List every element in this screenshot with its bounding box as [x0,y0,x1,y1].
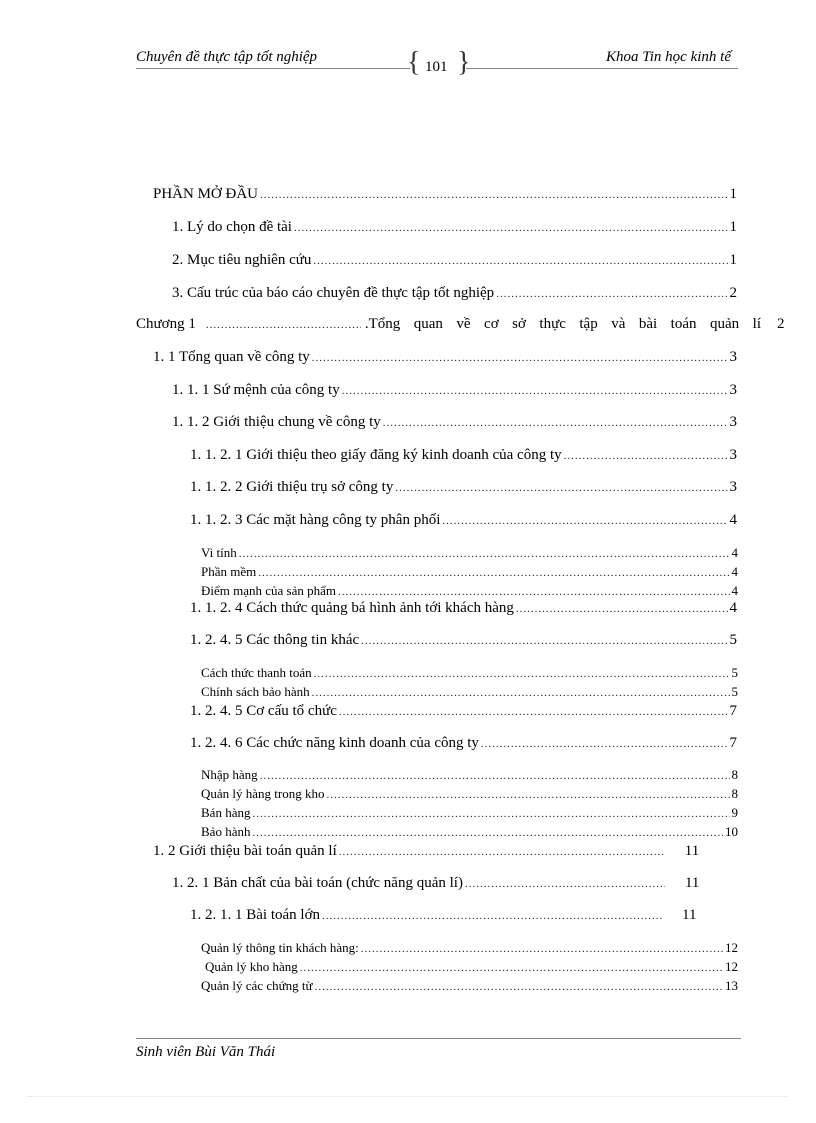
toc-leader [260,770,730,782]
toc-entry[interactable] [153,843,737,863]
toc-leader [516,603,728,615]
toc-page: 8 [731,767,738,782]
toc-page: 12 [725,940,738,955]
toc-leader [315,981,723,993]
toc-page: 11 [684,875,700,891]
toc-entry[interactable] [201,583,738,599]
toc-label: 1. 1. 2 Giới thiệu chung về công ty [172,414,381,430]
toc-label: 1. 1. 2. 3 Các mặt hàng công ty phân phối [190,512,441,528]
toc-page: 11 [682,907,697,923]
toc-leader [442,515,727,527]
toc-page: 13 [725,978,738,993]
toc-page: 10 [725,824,738,839]
toc-entry[interactable] [201,940,738,956]
header-left-title: Chuyên đề thực tập tốt nghiệp [136,49,318,65]
toc-label: 1. 2. 1 Bản chất của bài toán (chức năng quản lí) [172,875,463,891]
toc-entry[interactable] [190,632,737,652]
toc-leader [339,846,665,858]
toc-label: 1. 2. 4. 5 Cơ cấu tổ chức [190,703,337,719]
page-number-box [407,47,471,80]
toc-leader [239,548,730,560]
footer-rule [136,1038,741,1039]
toc-leader [564,450,728,462]
toc-entry[interactable] [153,186,737,206]
toc-label: 1. 1. 2. 4 Cách thức quảng bá hình ảnh tới khách hàng [190,600,514,616]
toc-entry[interactable] [201,665,738,681]
right-brace-icon: } [457,47,471,78]
toc-label: Phần mềm [201,564,257,579]
toc-entry[interactable] [201,564,738,580]
toc-label: Quản lý hàng trong kho [201,786,325,801]
toc-label: 2. Mục tiêu nghiên cứu [172,252,312,268]
toc-leader [339,706,728,718]
toc-leader [258,567,729,579]
toc-entry[interactable] [172,219,737,239]
toc-label: PHẦN MỞ ĐẦU [153,186,259,202]
toc-leader [206,319,361,331]
page-number: 101 [425,59,448,75]
toc-entry[interactable] [190,735,737,755]
header-rule-left [136,68,410,69]
page-bottom-border [28,1096,788,1097]
toc-page: 3 [729,479,737,495]
toc-label: Vi tính [201,545,237,560]
toc-label: 1. 2. 1. 1 Bài toán lớn [190,907,321,923]
toc-label: 3. Cấu trúc của báo cáo chuyên đề thực tập tốt nghiệp [172,285,495,301]
header-rule-right [466,68,738,69]
toc-leader [252,808,729,820]
toc-entry[interactable] [201,786,738,802]
toc-label: Bảo hành [201,824,251,839]
toc-leader [481,738,728,750]
toc-label: Quản lý các chứng từ [201,978,313,993]
toc-label: Chính sách bảo hành [201,684,310,699]
toc-entry[interactable] [190,512,737,532]
toc-entry[interactable] [190,907,737,927]
footer-author: Sinh viên Bùi Văn Thái [136,1044,276,1060]
toc-page: 2 [777,316,785,332]
toc-page: 1 [729,186,737,202]
toc-label: 1. 1 Tổng quan về công ty [153,349,310,365]
toc-leader [322,910,662,922]
toc-entry[interactable] [172,285,737,305]
toc-page: 3 [729,414,737,430]
toc-entry[interactable] [201,545,738,561]
toc-label: Bán hàng [201,805,251,820]
toc-page: 11 [684,843,700,859]
toc-label: Điểm mạnh của sản phẩm [201,583,337,598]
toc-label: 1. 2. 4. 6 Các chức năng kinh doanh của công ty [190,735,479,751]
toc-leader [496,288,727,300]
toc-entry[interactable] [201,805,738,821]
toc-label: Nhập hàng [201,767,258,782]
toc-page: 12 [725,959,738,974]
toc-entry-chapter[interactable] [136,316,761,336]
toc-leader [326,789,729,801]
toc-leader [313,255,727,267]
toc-label: Quản lý thông tin khách hàng: [201,940,359,955]
toc-entry[interactable] [190,703,737,723]
toc-entry[interactable] [201,684,738,700]
toc-label-chapter-title: .Tổng quan về cơ sở thực tập và bài toán quản lí [364,316,761,332]
toc-entry[interactable] [190,600,737,620]
toc-entry[interactable] [172,414,737,434]
toc-label: 1. 1. 2. 2 Giới thiệu trụ sở công ty [190,479,394,495]
toc-page: 4 [731,564,738,579]
toc-leader [300,962,723,974]
toc-page: 5 [731,665,738,680]
toc-leader [252,827,723,839]
toc-page: 8 [731,786,738,801]
toc-page: 4 [729,512,737,528]
toc-page: 4 [731,545,738,560]
toc-leader [338,586,729,598]
toc-entry[interactable] [205,959,738,975]
toc-page: 2 [729,285,737,301]
toc-page: 4 [731,583,738,598]
toc-label: 1. 1. 2. 1 Giới thiệu theo giấy đăng ký kinh doanh của công ty [190,447,562,463]
toc-leader [342,385,728,397]
toc-leader [312,687,730,699]
toc-entry[interactable] [153,349,737,369]
toc-leader [395,482,727,494]
toc-leader [361,635,727,647]
toc-entry[interactable] [190,447,737,467]
toc-leader [260,189,727,201]
toc-page: 5 [729,632,737,648]
toc-leader [314,668,730,680]
toc-leader [312,352,728,364]
toc-label: 1. Lý do chọn đề tài [172,219,292,235]
toc-page: 1 [729,252,737,268]
toc-label: Quản lý kho hàng [205,959,298,974]
toc-entry[interactable] [172,382,737,402]
toc-label: Cách thức thanh toán [201,665,312,680]
toc-entry[interactable] [201,824,738,840]
toc-label: 1. 2. 4. 5 Các thông tin khác [190,632,360,648]
toc-page: 9 [731,805,738,820]
toc-page: 7 [729,735,737,751]
toc-entry[interactable] [172,875,737,895]
toc-page: 1 [729,219,737,235]
toc-entry[interactable] [201,767,738,783]
header-right-title: Khoa Tin học kinh tế [606,49,731,65]
toc-page: 3 [729,447,737,463]
toc-leader [465,878,665,890]
toc-leader [383,417,728,429]
toc-page: 3 [729,382,737,398]
toc-entry[interactable] [190,479,737,499]
toc-label: Chương 1 [136,316,196,332]
toc-page: 3 [729,349,737,365]
toc-label: 1. 1. 1 Sứ mệnh của công ty [172,382,340,398]
left-brace-icon: { [407,47,421,78]
toc-page: 5 [731,684,738,699]
toc-page: 4 [729,600,737,616]
toc-leader [361,943,723,955]
toc-entry[interactable] [172,252,737,272]
toc-leader [294,222,728,234]
toc-entry[interactable] [201,978,738,994]
toc-label: 1. 2 Giới thiệu bài toán quản lí [153,843,337,859]
toc-page: 7 [729,703,737,719]
